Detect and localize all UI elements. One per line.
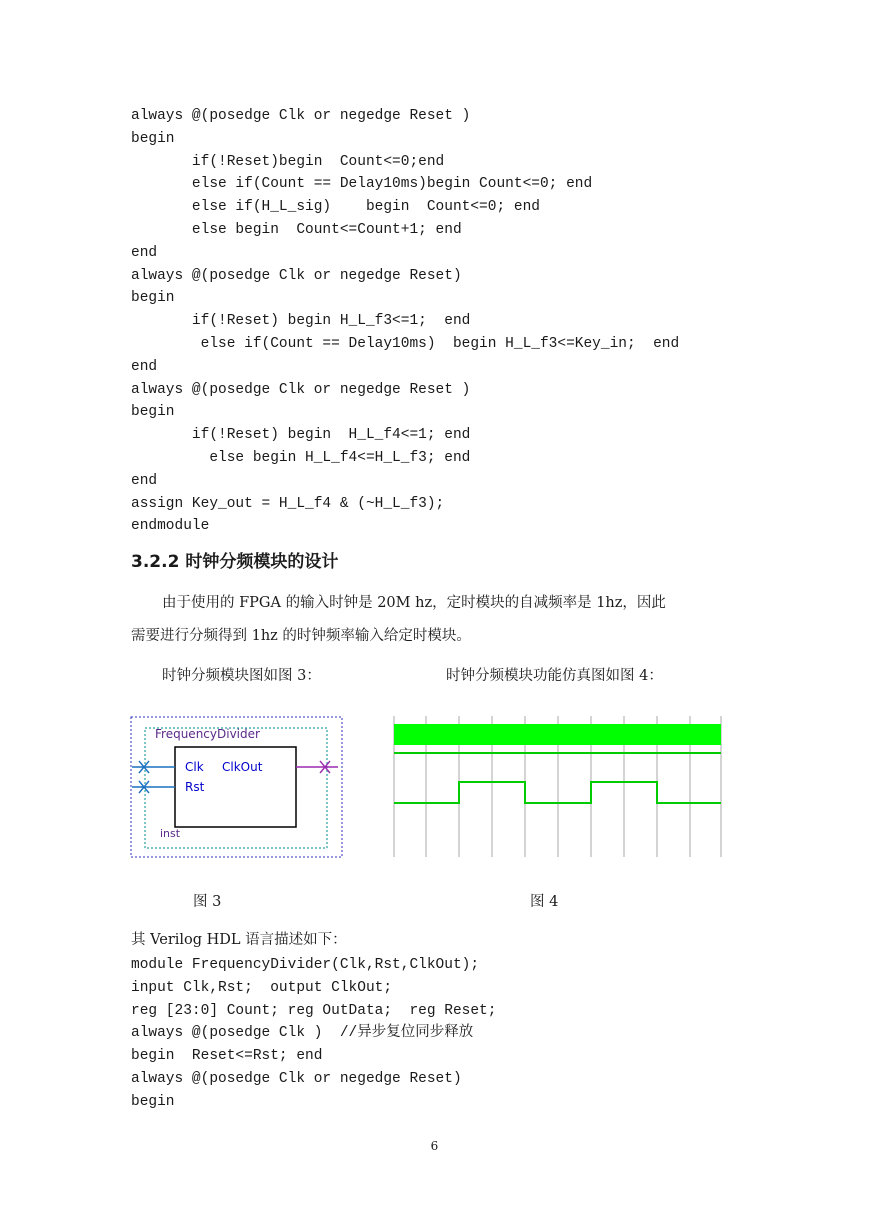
code-line: input Clk,Rst; output ClkOut; bbox=[131, 979, 393, 996]
figure3-label: 图 3 bbox=[193, 894, 222, 910]
port-clk-label: Clk bbox=[185, 760, 204, 774]
simulation-waveform bbox=[393, 716, 723, 860]
code-line: module FrequencyDivider(Clk,Rst,ClkOut); bbox=[131, 957, 480, 973]
code-line: always @(posedge Clk or negedge Reset ) bbox=[131, 381, 471, 398]
verilog-code-block-1 bbox=[131, 105, 679, 538]
code-line: end bbox=[131, 358, 158, 375]
code-line: always @(posedge Clk or negedge Reset) bbox=[131, 1070, 462, 1087]
code-line: if(!Reset) begin H_L_f4<=1; end bbox=[131, 427, 471, 444]
code-line: if(!Reset) begin H_L_f3<=1; end bbox=[131, 313, 471, 330]
code-line: begin bbox=[131, 1093, 175, 1110]
code-line: else if(Count == Delay10ms)begin Count<=0; end bbox=[131, 176, 593, 193]
port-clkout-label: ClkOut bbox=[222, 760, 263, 774]
figure4-label: 图 4 bbox=[530, 894, 559, 910]
section-heading: 3.2.2 时钟分频模块的设计 bbox=[131, 552, 339, 572]
paragraph-line-1: 由于使用的 FPGA 的输入时钟是 20M hz，定时模块的自减频率是 1hz，因此 bbox=[162, 595, 666, 611]
code-line: assign Key_out = H_L_f4 & (~H_L_f3); bbox=[131, 495, 445, 512]
code-line: else begin Count<=Count+1; end bbox=[131, 221, 462, 238]
page-number: 6 bbox=[430, 1139, 439, 1153]
code-line: else if(Count == Delay10ms) begin H_L_f3<=Key_in; end bbox=[131, 335, 680, 352]
frequency-divider-block-diagram bbox=[130, 716, 344, 860]
code-line: always @(posedge Clk ) //异步复位同步释放 bbox=[131, 1025, 474, 1042]
verilog-intro-line: 其 Verilog HDL 语言描述如下： bbox=[131, 932, 347, 948]
clk-signal-trace bbox=[394, 724, 721, 745]
code-line: always @(posedge Clk or negedge Reset ) bbox=[131, 108, 471, 124]
code-line: endmodule bbox=[131, 518, 210, 535]
instance-label: inst bbox=[160, 827, 181, 840]
port-rst-label: Rst bbox=[185, 780, 205, 794]
code-line: reg [23:0] Count; reg OutData; reg Reset; bbox=[131, 1002, 497, 1019]
code-line: if(!Reset)begin Count<=0;end bbox=[131, 153, 445, 170]
code-line: end bbox=[131, 472, 158, 489]
code-line: begin Reset<=Rst; end bbox=[131, 1048, 323, 1065]
code-line: begin bbox=[131, 130, 175, 147]
code-line: else if(H_L_sig) begin Count<=0; end bbox=[131, 199, 540, 216]
body-paragraph bbox=[131, 587, 741, 653]
paragraph-line-2: 需要进行分频得到 1hz 的时钟频率输入给定时模块。 bbox=[131, 628, 471, 644]
verilog-code-block-2 bbox=[131, 954, 496, 1114]
figure4-intro: 时钟分频模块功能仿真图如图 4： bbox=[446, 668, 663, 684]
code-line: else begin H_L_f4<=H_L_f3; end bbox=[131, 449, 471, 466]
code-line: begin bbox=[131, 290, 175, 307]
code-line: begin bbox=[131, 404, 175, 421]
figure3-intro: 时钟分频模块图如图 3： bbox=[162, 668, 321, 684]
code-line: end bbox=[131, 244, 158, 261]
code-line: always @(posedge Clk or negedge Reset) bbox=[131, 267, 462, 284]
symbol-title: FrequencyDivider bbox=[155, 727, 260, 741]
